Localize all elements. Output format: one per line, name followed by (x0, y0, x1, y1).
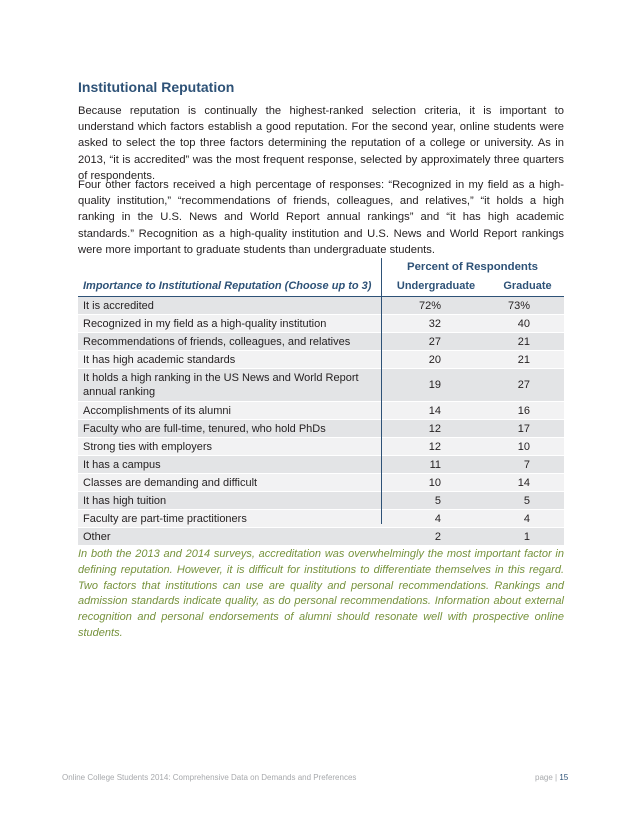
footer-page-number: 15 (559, 773, 569, 782)
intro-paragraph-2: Four other factors received a high percentage of responses: “Recognized in my field as a high-quality institution,” “recommendations of friends, colleagues, and relatives,” “it holds a high ranking in the U.S. News and World Report annual rankings” and “it has high academic standards.” Recognition as a high-quality institution and U.S. News and World Report rankings were more important to graduate students than undergraduate students. (78, 179, 564, 256)
table-row (78, 474, 564, 492)
graduate-value: 5 (491, 492, 564, 510)
row-label: Strong ties with employers (78, 438, 381, 456)
undergraduate-value: 14 (381, 402, 491, 420)
row-label: It holds a high ranking in the US News and World Report annual ranking (78, 369, 381, 402)
table-row (78, 369, 564, 402)
undergraduate-value: 11 (381, 456, 491, 474)
table-row (78, 351, 564, 369)
row-label: Other (78, 528, 381, 546)
footer-page-label: page | (535, 773, 558, 782)
graduate-value: 21 (491, 351, 564, 369)
undergraduate-value: 72% (381, 297, 491, 315)
graduate-value: 4 (491, 510, 564, 528)
undergraduate-value: 27 (381, 333, 491, 351)
column-header-graduate: Graduate (491, 276, 564, 297)
section-title: Institutional Reputation (78, 79, 235, 95)
table-body (78, 297, 564, 546)
undergraduate-value: 12 (381, 438, 491, 456)
row-label: Recognized in my field as a high-quality institution (78, 315, 381, 333)
graduate-value: 27 (491, 369, 564, 402)
graduate-value: 1 (491, 528, 564, 546)
graduate-value: 14 (491, 474, 564, 492)
footer-publication-title: Online College Students 2014: Comprehensive Data on Demands and Preferences (62, 773, 357, 782)
graduate-value: 17 (491, 420, 564, 438)
undergraduate-value: 4 (381, 510, 491, 528)
graduate-value: 10 (491, 438, 564, 456)
table-row (78, 297, 564, 315)
reputation-table (78, 276, 564, 546)
graduate-value: 16 (491, 402, 564, 420)
undergraduate-value: 19 (381, 369, 491, 402)
row-label: Recommendations of friends, colleagues, and relatives (78, 333, 381, 351)
intro-paragraph-1: Because reputation is continually the highest-ranked selection criteria, it is important to understand which factors establish a good reputation. For the second year, online students were asked to select the top three factors determining the reputation of a college or university. As in 2013, “it is accredited” was the most frequent response, selected by approximately three quarters of respondents. (78, 105, 564, 182)
undergraduate-value: 20 (381, 351, 491, 369)
summary-paragraph: In both the 2013 and 2014 surveys, accreditation was overwhelmingly the most important factor in defining reputation. However, it is difficult for institutions to differentiate themselves in this regard. Two factors that institutions can use are quality and personal recommendations. Rankings and admission standards indicate quality, as do personal recommendations. Information about external recognition and personal endorsements of alumni should resonate well with prospective online students. (78, 548, 564, 639)
row-label: Classes are demanding and difficult (78, 474, 381, 492)
table-row (78, 315, 564, 333)
undergraduate-value: 2 (381, 528, 491, 546)
table-row (78, 492, 564, 510)
table-row (78, 510, 564, 528)
table-row (78, 528, 564, 546)
column-header-factor: Importance to Institutional Reputation (Choose up to 3) (78, 276, 381, 297)
undergraduate-value: 5 (381, 492, 491, 510)
graduate-value: 21 (491, 333, 564, 351)
undergraduate-value: 12 (381, 420, 491, 438)
row-label: It is accredited (78, 297, 381, 315)
column-header-undergraduate: Undergraduate (381, 276, 491, 297)
graduate-value: 7 (491, 456, 564, 474)
table-header-row (78, 276, 564, 297)
table-row (78, 420, 564, 438)
undergraduate-value: 10 (381, 474, 491, 492)
graduate-value: 73% (491, 297, 564, 315)
row-label: It has high academic standards (78, 351, 381, 369)
percent-of-respondents-header: Percent of Respondents (406, 261, 538, 273)
footer-page (535, 773, 568, 782)
table-row (78, 333, 564, 351)
row-label: Faculty who are full-time, tenured, who hold PhDs (78, 420, 381, 438)
table-row (78, 456, 564, 474)
row-label: Faculty are part-time practitioners (78, 510, 381, 528)
table-row (78, 438, 564, 456)
column-divider (381, 258, 382, 524)
row-label: It has a campus (78, 456, 381, 474)
row-label: It has high tuition (78, 492, 381, 510)
table-row (78, 402, 564, 420)
row-label: Accomplishments of its alumni (78, 402, 381, 420)
undergraduate-value: 32 (381, 315, 491, 333)
graduate-value: 40 (491, 315, 564, 333)
